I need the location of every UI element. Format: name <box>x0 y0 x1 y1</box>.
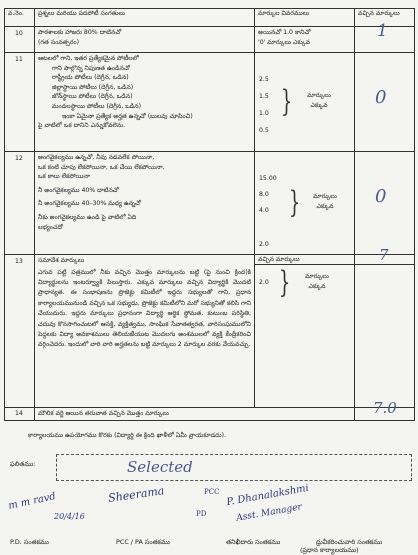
inspector-title: Asst. Manager <box>235 502 303 524</box>
result-value: Selected <box>127 458 193 476</box>
header-sno: వ.నెం. <box>5 9 35 27</box>
table-row <box>5 255 415 408</box>
marks-line: అయినచో 1.0 కానిచో <box>258 29 311 36</box>
desc-line: లభ్యంచదో <box>38 223 63 231</box>
table-row <box>5 408 415 421</box>
desc-line: గాని పాల్గొన్న నిపుణత ఉండినచో <box>52 64 130 72</box>
marks-value: 15.00 <box>259 175 277 182</box>
pcc-signature-label: PCC / PA సంతకము <box>116 538 170 546</box>
desc-paragraph: ఎగువ పట్టి పత్రములో నీకు వచ్చిన మొత్తం మార్కులను బట్టి (పై నుంచి క్రింద)కి విద్యార్థులను ఇంటర్వ్యూకి పిలుస్తారు. ఎక్కువ మార్కులు వచ్చిన విద్యార్థికి మొదటి ప్రాధాన్యత. ఈ సంభాషణను ప్రొజెక్టు కమిటీలో ఇద్దరు సభ్యులతో గాని, ప్రధాన కార్యాలయమునుండి వచ్చిన ఒక సభ్యుడు, ప్రొజెక్టు కమిటీలోని మరో సభ్యునితో కలిసి గాని చేయుదురు. ఇద్దరు మార్కులు ప్రధానంగా విద్యార్థి ఆర్థిక స్థోమత, కుటుంబ పరిస్థితి, చదువు కొనసాగించుటలో ఆసక్తి, వ్యక్తిత్వము, సాంఘిక సేవాతత్వరత, వారిసంఘములోని పెద్దలకు విద్యా అవకాశములు తెలియజేయుట మొదలగు అంశములలో వ్యక్తి కేంద్రీకరించి వర్గించెదరు. ఇందులో వారి వారి అర్హతలను బట్టి మార్కులు 2 మార్కుల వరకు వేయవచ్చు. <box>38 268 251 349</box>
desc-line: నీ అంగవైకల్యము 40% దాటినచో <box>38 186 119 194</box>
row-description <box>35 53 255 152</box>
row-awarded <box>355 21 415 53</box>
marks-values <box>259 75 269 135</box>
desc-title: మౌలిక వర్జి ఆయిన తరువాత వచ్చిన మొత్తం మార్కులు <box>38 410 169 417</box>
row-description <box>35 27 255 53</box>
marks-value: 8.0 <box>259 191 269 198</box>
row-marks <box>255 27 355 53</box>
desc-line: (గత సంవత్సరం) <box>38 38 80 46</box>
office-use-remark: కార్యాలయము ఉపయోగము కొరకు (విద్యార్థి ఈ క్రింది ఖాళీలో ఏమీ వ్రాయకూడదు). <box>28 432 227 439</box>
desc-title: సమావేశ మార్కులు <box>38 257 85 264</box>
marks-value: 2.5 <box>259 76 269 83</box>
desc-line: నీ అంగవైకల్యము 40–30% మధ్య ఉన్నచో <box>38 200 141 208</box>
marks-value: 1.0 <box>259 110 269 117</box>
row-awarded <box>355 246 415 408</box>
marks-subheader: వచ్చిన మార్కులు <box>255 255 354 265</box>
row-sno: 14 <box>5 408 35 421</box>
awarded-score: 0 <box>375 186 387 207</box>
awarded-score: 0 <box>375 87 387 108</box>
marks-value: 0.5 <box>259 127 269 134</box>
row-marks <box>255 255 355 408</box>
header-marks-detail: మార్కుల వివరములు <box>255 9 355 27</box>
row-marks <box>255 152 355 255</box>
marks-values <box>259 278 269 288</box>
inspector-signature: P. Dhanalakshmi <box>225 482 310 509</box>
marks-line: '0' మార్కులు ఎక్కువ <box>258 38 311 46</box>
brace-symbol: } <box>278 265 291 300</box>
approver-sub-label: (ప్రధాన కార్యాలయము) <box>300 546 359 554</box>
header-awarded: వచ్చిన మార్కులు <box>355 9 415 27</box>
pcc-stamp-label: PCC <box>204 488 220 496</box>
awarded-score: 7.0 <box>373 399 397 417</box>
desc-line: పై వాటిలో ఒక దానిని ఎన్నుకోవలెను. <box>38 122 126 130</box>
row-awarded <box>355 53 415 152</box>
row-description <box>35 408 355 421</box>
row-sno: 12 <box>5 152 35 255</box>
marks-side-label <box>297 272 337 291</box>
marks-value: 2.0 <box>259 279 269 286</box>
desc-line: నీకు అంగవైకల్యము ఉండి పై వాటిలో ఏది <box>38 213 137 221</box>
desc-line: ఒక కాలు లేకపోయినా <box>38 173 90 181</box>
row-description <box>35 255 255 408</box>
marks-value: 2.0 <box>259 241 269 248</box>
marks-values <box>259 174 277 249</box>
desc-line: జిల్లాస్థాయి పోటీలు (దెగ్రీన, ఒడిన) <box>52 83 134 91</box>
desc-line: ఒక కంటి చూపు లేకపోయినా, ఒక చేయి లేకపోయినా, <box>38 163 165 171</box>
pd-signature: m m ravd <box>7 491 57 512</box>
side-word: మార్కులు <box>305 273 329 280</box>
desc-line: పాఠశాలకు హాజరు 80% దాటినచో <box>38 29 122 36</box>
table-row <box>5 27 415 53</box>
table-row <box>5 152 415 255</box>
approver-signature-label: ధ్రువీకరించువారి సంతకము <box>316 538 383 546</box>
marks-side-label <box>299 91 339 110</box>
side-word: మార్కులు <box>313 193 337 200</box>
desc-line: జోన్‌స్థాయి పోటీలు (దెగ్రీన, ఒడిన) <box>52 93 133 101</box>
brace-symbol: } <box>280 84 293 119</box>
header-questions: ప్రశ్నలు మరియు పదపోటీ సంగతులు <box>35 9 255 27</box>
desc-line: రాష్ట్రీయ పోటీలు (దెగ్రీన, ఒడిన) <box>52 74 129 82</box>
pd-signature-date: 20/4/16 <box>54 512 85 521</box>
awarded-score: 7 <box>379 246 389 264</box>
result-box <box>56 454 412 481</box>
brace-symbol: } <box>288 185 301 220</box>
side-word: ఎక్కువ <box>316 202 334 210</box>
table-row <box>5 53 415 152</box>
row-sno: 10 <box>5 27 35 53</box>
awarded-score: 1 <box>377 21 388 41</box>
desc-line: మండలస్థాయి పోటీలు (దెగ్రీన, ఒడిన) <box>52 102 142 110</box>
marks-table <box>4 8 415 421</box>
side-word: ఎక్కువ <box>310 101 328 109</box>
side-word: ఎక్కువ <box>308 282 326 290</box>
side-word: మార్కులు <box>307 92 331 99</box>
inspector-signature-label: తనిఖీదారు సంతకము <box>226 538 281 546</box>
desc-line: ఇంకా ఏమైనా ప్రత్యేక అర్హత ఉన్నచో (బులవు చూపించి) <box>62 112 193 120</box>
pd-signature-label: P.D. సంతకము <box>10 538 49 546</box>
row-marks <box>255 53 355 152</box>
desc-line: అంగవైకల్యము ఉన్నచో, నీవు నడవలేక పోయినా, <box>38 154 155 161</box>
pcc-signature: Sheerama <box>107 484 166 505</box>
desc-line: ఆటలలో గాని, ఇతర ప్రత్యేకమైన పోటీలలో <box>38 55 139 62</box>
marks-value: 4.0 <box>259 207 269 214</box>
table-header-row <box>5 9 415 27</box>
pd-stamp-label: PD <box>196 510 207 518</box>
row-sno: 13 <box>5 255 35 408</box>
marks-value: 1.5 <box>259 93 269 100</box>
row-awarded <box>355 399 415 421</box>
row-awarded <box>355 152 415 255</box>
row-sno: 11 <box>5 53 35 152</box>
row-description <box>35 152 255 255</box>
result-label: ఫలితము: <box>10 460 36 468</box>
marks-side-label <box>305 192 345 211</box>
